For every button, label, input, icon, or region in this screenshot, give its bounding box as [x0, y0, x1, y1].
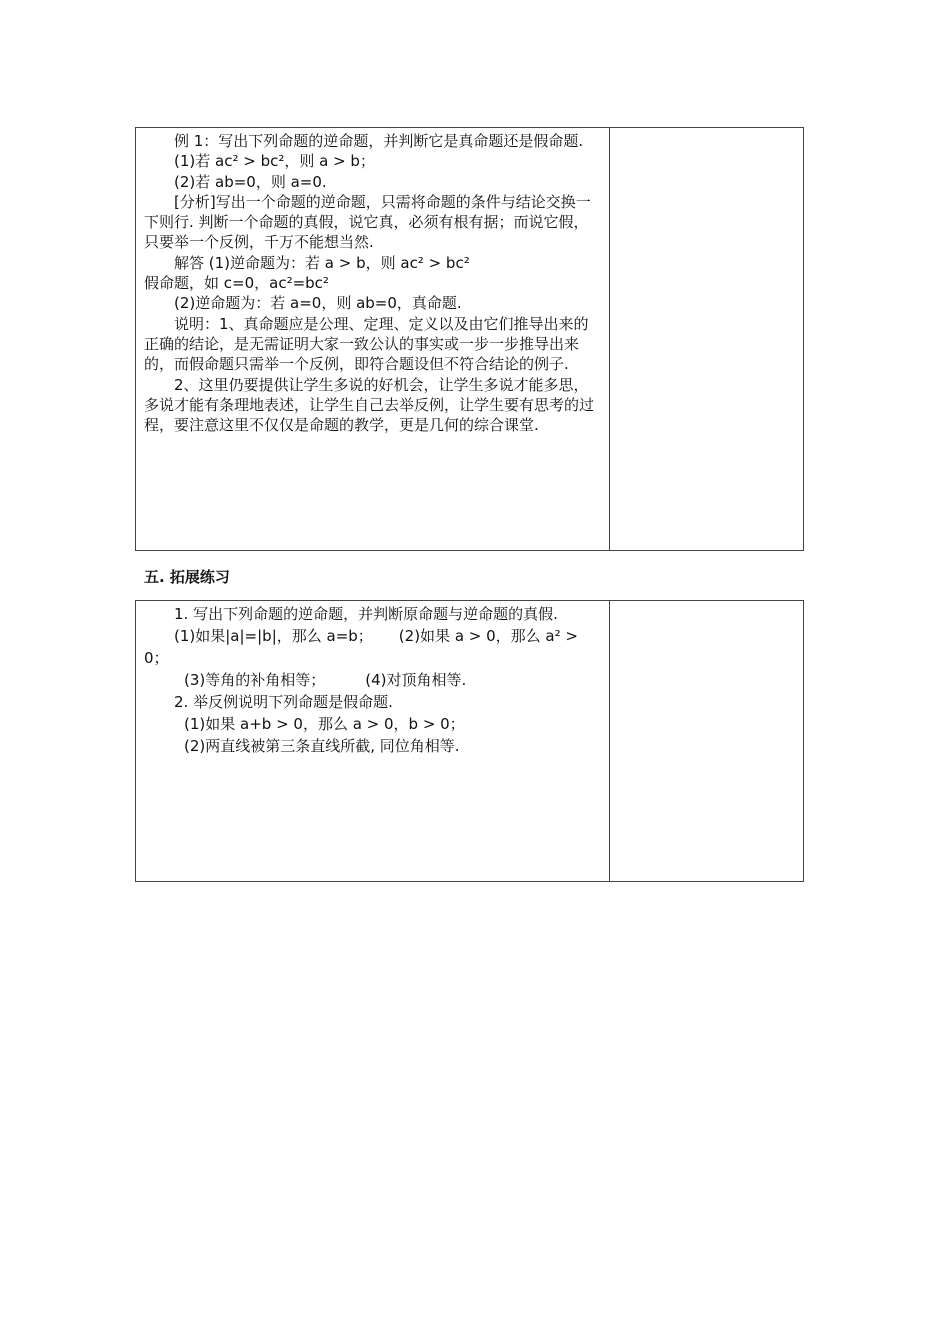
note-paragraph-1: 说明：1、真命题应是公理、定理、定义以及由它们推导出来的正确的结论，是无需证明大家一致公认的事实或一步一步推导出来的，而假命题只需举一个反例，即符合题设但不符合结论的例子. [144, 314, 589, 374]
analysis-paragraph: [分析]写出一个命题的逆命题，只需将命题的条件与结论交换一下则行. 判断一个命题的真假，说它真，必须有根有据；而说它假，只要举一个反例，千万不能想当然. [144, 192, 591, 252]
answer-line-3: (2)逆命题为：若 a=0，则 ab=0，真命题. [174, 294, 462, 313]
exercise-notes-cell [610, 601, 803, 881]
exercise-content-cell [136, 601, 610, 881]
example-item-1: (1)若 ac² > bc²，则 a > b； [174, 152, 375, 171]
exercise-1-item-4: (4)对顶角相等. [365, 671, 467, 689]
exercise-table [135, 600, 804, 882]
exercise-2-item-1: (1)如果 a+b > 0，那么 a > 0，b > 0； [184, 715, 465, 733]
answer-line-2: 假命题，如 c=0，ac²=bc² [144, 274, 329, 293]
exercise-1-item-2: (2)如果 a > 0，那么 a² > 0； [144, 627, 578, 667]
exercise-1-item-1: (1)如果|a|=|b|，那么 a=b； [174, 627, 373, 645]
section-heading: 五. 拓展练习 [144, 568, 230, 586]
note-paragraph-2: 2、这里仍要提供让学生多说的好机会，让学生多说才能多思，多说才能有条理地表述，让学生自己去举反例，让学生要有思考的过程，要注意这里不仅仅是命题的教学，更是几何的综合课堂. [144, 375, 595, 435]
exercise-1-item-3: (3)等角的补角相等； [184, 671, 326, 689]
exercise-1-items-row-2 [144, 669, 603, 691]
notes-cell [610, 128, 803, 550]
exercise-2-title: 2. 举反例说明下列命题是假命题. [174, 693, 393, 711]
exercise-1-items-row-1 [144, 625, 603, 669]
example-table [135, 127, 804, 551]
example-item-2: (2)若 ab=0，则 a=0. [174, 172, 327, 191]
exercise-1-title: 1. 写出下列命题的逆命题，并判断原命题与逆命题的真假. [174, 605, 558, 623]
answer-line-1: 解答 (1)逆命题为：若 a > b，则 ac² > bc² [174, 253, 470, 272]
example-title: 例 1：写出下列命题的逆命题，并判断它是真命题还是假命题. [174, 132, 584, 150]
exercise-2-item-2: (2)两直线被第三条直线所截, 同位角相等. [184, 737, 460, 755]
example-content-cell [136, 128, 610, 550]
